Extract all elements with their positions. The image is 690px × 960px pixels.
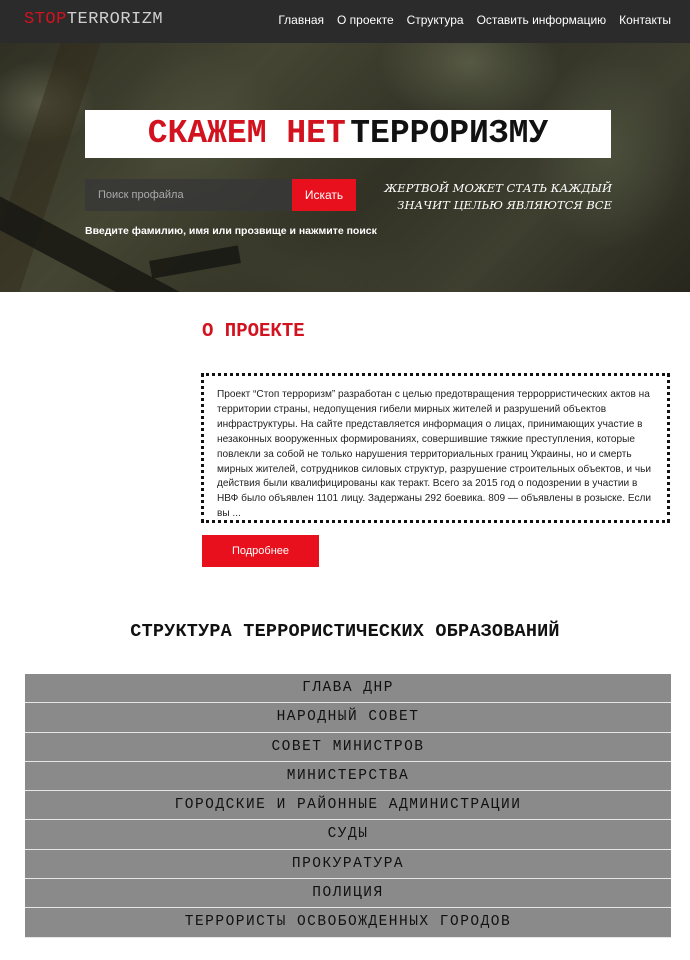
profile-search-input[interactable] — [85, 179, 292, 211]
structure-item-dnr-head[interactable]: ГЛАВА ДНР — [25, 674, 671, 703]
structure-item-police[interactable]: ПОЛИЦИЯ — [25, 879, 671, 908]
hero-title-black: ТЕРРОРИЗМУ — [350, 115, 549, 152]
structure-item-council-of-ministers[interactable]: СОВЕТ МИНИСТРОВ — [25, 733, 671, 762]
about-text-box — [201, 373, 670, 523]
site-logo[interactable] — [24, 10, 163, 29]
search-button[interactable]: Искать — [292, 179, 356, 211]
search-hint: Введите фамилию, имя или прозвище и нажмите поиск — [85, 225, 377, 237]
structure-item-ministries[interactable]: МИНИСТЕРСТВА — [25, 762, 671, 791]
slogan-line-2: ЗНАЧИТ ЦЕЛЬЮ ЯВЛЯЮТСЯ ВСЕ — [397, 198, 612, 212]
structure-item-city-administrations[interactable]: ГОРОДСКИЕ И РАЙОННЫЕ АДМИНИСТРАЦИИ — [25, 791, 671, 820]
nav-link-leave-info[interactable]: Оставить информацию — [476, 13, 607, 27]
nav-link-home[interactable]: Главная — [278, 13, 325, 27]
about-section-title: О ПРОЕКТЕ — [202, 320, 305, 342]
main-nav — [278, 13, 671, 27]
navbar — [0, 0, 690, 43]
read-more-button[interactable]: Подробнее — [202, 535, 319, 567]
structure-item-liberated-cities-terrorists[interactable]: ТЕРРОРИСТЫ ОСВОБОЖДЕННЫХ ГОРОДОВ — [25, 908, 671, 937]
structure-list — [25, 674, 671, 938]
about-text: Проект “Стоп терроризм” разработан с целью предотвращения террорристических актов на территории страны, недопущения гибели мирных жителей и разрушений объектов инфраструктуры. На сайте представляется информация о лицах, принимающих участие в незаконных вооруженных формированиях, совершившие тяжкие преступления, которые повлекли за собой не только нарушения территориальных границ Украины, но и смерть мирных жителей, сотрудников силовых структур, разрушение строительных объектов, и чьи действия были квалифицированы как теракт. Всего за 2015 год о подозрении в участии в НВФ было объявлен 1101 лицу. Задержаны 292 боевика. 809 — объявлены в розыске. Если вы ... — [217, 389, 652, 520]
hero-title-red: СКАЖЕМ НЕТ — [147, 115, 346, 152]
hero-banner — [0, 43, 690, 292]
hero-title — [85, 110, 611, 158]
nav-link-structure[interactable]: Структура — [406, 13, 464, 27]
slogan-line-1: ЖЕРТВОЙ МОЖЕТ СТАТЬ КАЖДЫЙ — [384, 181, 612, 195]
nav-link-contacts[interactable]: Контакты — [619, 13, 671, 27]
structure-section-title: СТРУКТУРА ТЕРРОРИСТИЧЕСКИХ ОБРАЗОВАНИЙ — [130, 621, 560, 642]
nav-link-about[interactable]: О проекте — [337, 13, 394, 27]
structure-item-courts[interactable]: СУДЫ — [25, 820, 671, 849]
hero-overlay — [0, 43, 690, 292]
logo-stop: STOP — [24, 10, 67, 29]
hero-slogan — [384, 180, 612, 214]
structure-item-prosecution[interactable]: ПРОКУРАТУРА — [25, 850, 671, 879]
structure-item-people-council[interactable]: НАРОДНЫЙ СОВЕТ — [25, 703, 671, 732]
logo-terrorizm: TERRORIZM — [66, 10, 164, 29]
